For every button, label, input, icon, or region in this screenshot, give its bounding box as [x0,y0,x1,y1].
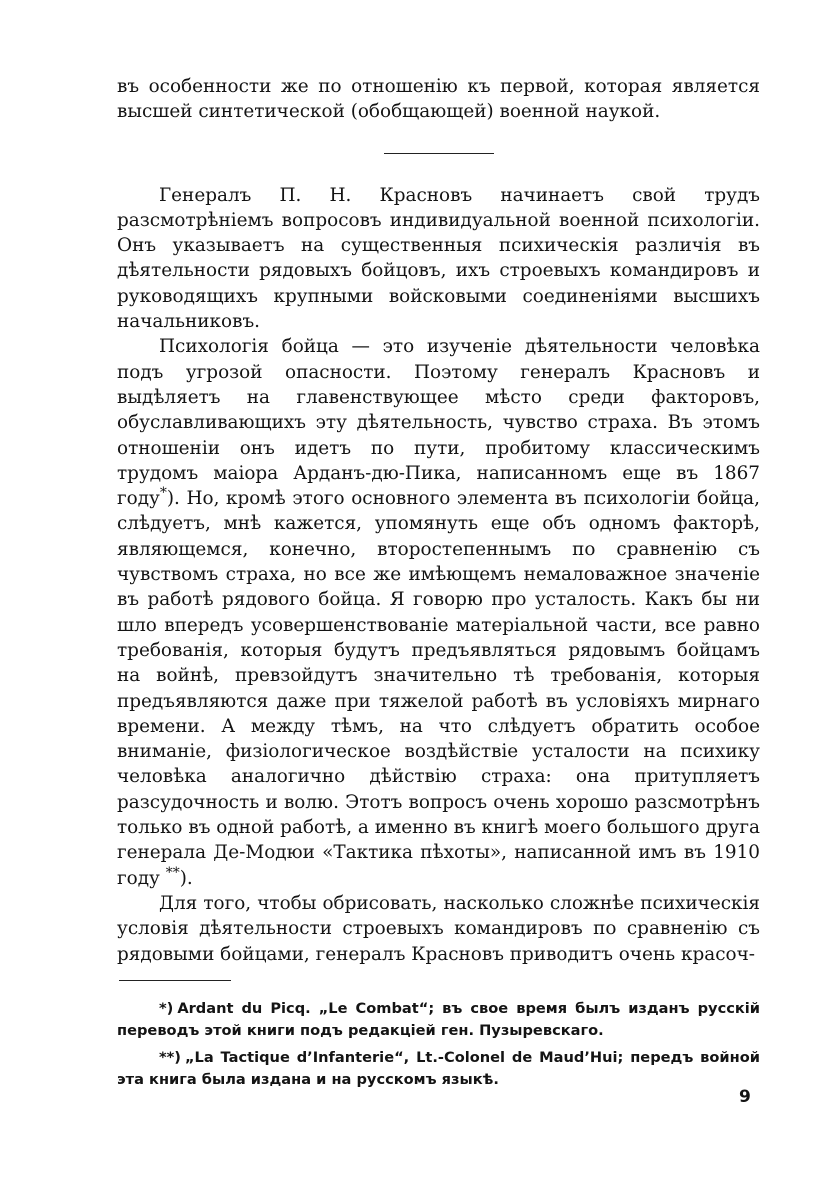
footnote-divider [119,980,231,981]
body-text [117,74,760,967]
paragraph-1: Генералъ П. Н. Красновъ начинаетъ свой трудъ разсмотрѣніемъ вопросовъ индивидуальной военной психологіи. Онъ указываетъ на существенныя психическія различія въ дѣятельности рядовыхъ бойцовъ, ихъ строевыхъ командировъ и руководящихъ крупными войсковыми соединеніями высшихъ начальниковъ. [117,184,760,333]
footnotes [117,998,760,1092]
paragraph-2-text: Психологія бойца — это изученіе дѣятельности человѣка подъ угрозой опасности. Поэтому генералъ Красновъ и выдѣляетъ на главенствующее мѣсто среди факторовъ, обуславливающихъ эту дѣятельность, чувство страха. Въ этомъ отношеніи онъ идетъ по пути, пробитому классическимъ трудомъ маіора Арданъ-дю-Пика, написанномъ еще въ 1867 году [117,336,760,510]
footnote-1-mark: *) [159,999,174,1017]
section-divider [384,153,494,154]
intro-paragraph: въ особенности же по отношенію къ первой, которая является высшей синтетической (обобщающей) военной наукой. [117,76,760,123]
footnote-ref-1: * [159,485,167,502]
footnote-2-text: „La Tactique d’Infanterie“, Lt.-Colonel de Maud’Hui; передъ войной эта книга была издана и на русскомъ языкѣ. [117,1048,760,1089]
document-page [117,74,760,1096]
paragraph-2-text-continued: ). Но, кромѣ этого основного элемента въ психологіи бойца, слѣдуетъ, мнѣ кажется, упомянуть еще объ одномъ факторѣ, являющемся, конечно, второстепеннымъ по сравненію съ чувствомъ страха, но все же имѣющемъ немаловажное значеніе въ работѣ рядового бойца. Я говорю про усталость. Какъ бы ни шло впередъ усовершенствованіе матеріальной части, все равно требованія, которыя будутъ предъявляться рядовымъ бойцамъ на войнѣ, превзойдутъ значительно тѣ требованія, которыя предъявляются даже при тяжелой работѣ въ условіяхъ мирнаго времени. А между тѣмъ, на что слѣдуетъ обратить особое вниманіе, физіологическое воздѣйствіе усталости на психику человѣка аналогично дѣйствію страха: она притупляетъ разсудочность и волю. Этотъ вопросъ очень хорошо разсмотрѣнъ только въ одной работѣ, а именно въ книгѣ моего большого друга генерала Де-Модюи «Тактика пѣхоты», написанной имъ въ 1910 году [117,488,760,889]
footnote-ref-2: ** [165,864,180,881]
page-number: 9 [739,1087,751,1107]
footnote-1 [117,998,760,1043]
footnote-ref-2-close: ). [179,867,193,889]
paragraph-2 [117,334,760,891]
footnote-1-text: Ardant du Picq. „Le Combat“; въ свое время былъ изданъ русскій переводъ этой книги подъ редакціей ген. Пузыревскаго. [117,999,760,1040]
paragraph-3: Для того, чтобы обрисовать, насколько сложнѣе психическія условія дѣятельности строевыхъ командировъ по сравненію съ рядовыми бойцами, генералъ Красновъ приводитъ очень красоч- [117,892,760,965]
footnote-2-mark: **) [159,1048,181,1066]
footnote-2 [117,1047,760,1092]
